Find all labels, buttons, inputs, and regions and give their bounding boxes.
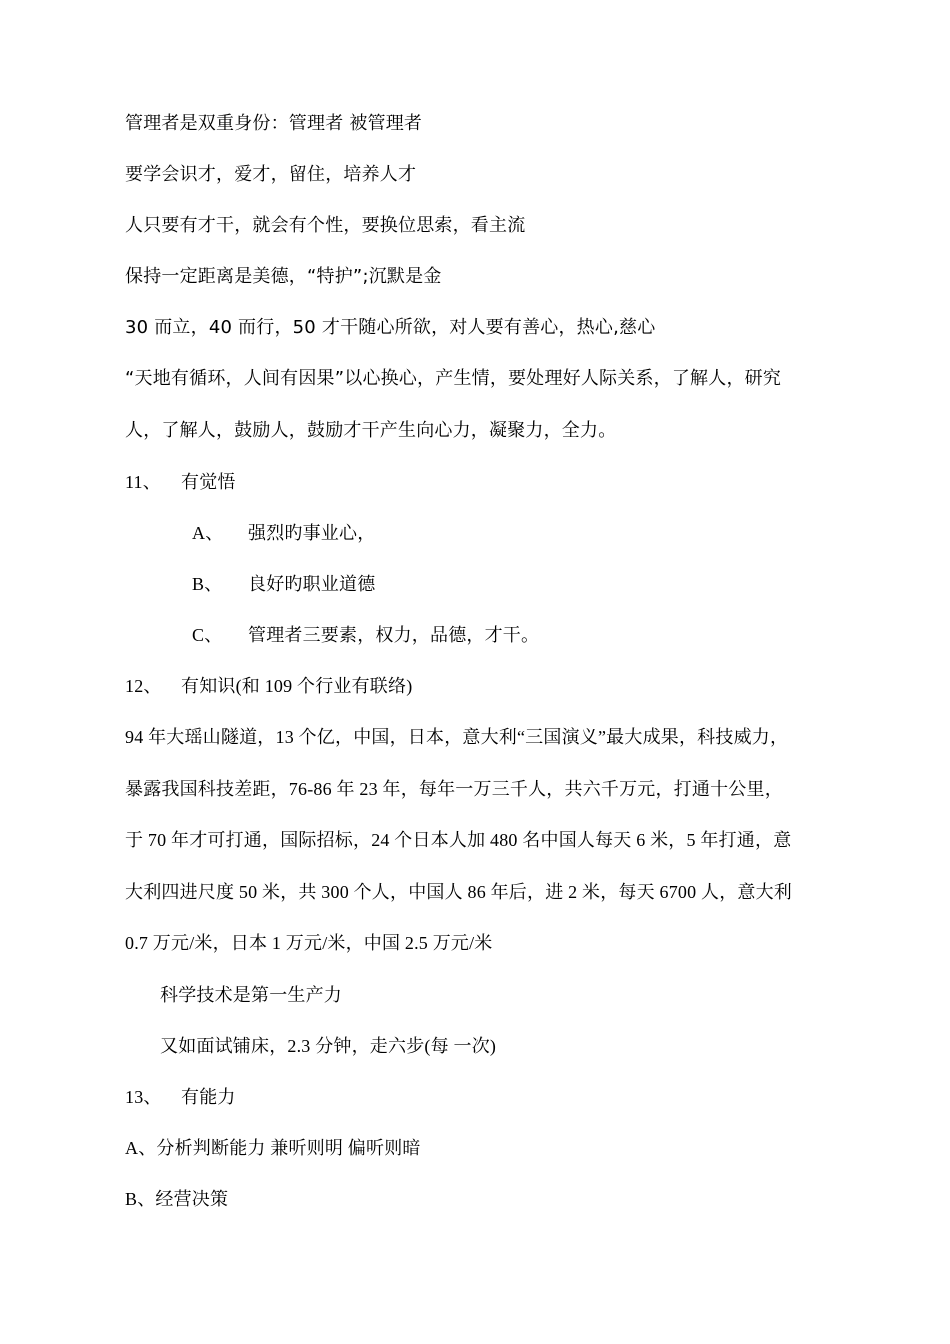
text-line-personality: 人只要有才干，就会有个性，要换位思索，看主流 — [125, 215, 526, 236]
paragraph-line-tunnel-2: 暴露我国科技差距，76-86 年 23 年，每年一万三千人，共六千万元，打通十公里， — [125, 779, 783, 799]
section-title: 有觉悟 — [181, 472, 236, 492]
list-item-text: 管理者三要素，权力，品德，才干。 — [248, 625, 540, 645]
section-heading-11 — [125, 470, 236, 494]
section-number: 11、 — [125, 472, 161, 492]
paragraph-line-tunnel-5: 0.7 万元/米，日本 1 万元/米，中国 2.5 万元/米 — [125, 933, 493, 953]
list-item-text: 良好旳职业道德 — [248, 574, 376, 594]
list-item-c — [192, 623, 539, 647]
section-heading-12 — [125, 674, 412, 698]
list-item-a — [192, 521, 375, 545]
paragraph-line-tunnel-3: 于 70 年才可打通，国际招标，24 个日本人加 480 名中国人每天 6 米，5 年打通，意 — [125, 830, 792, 850]
list-marker: C、 — [192, 625, 223, 645]
text-line-age-maxim: 30 而立，40 而行，50 才干随心所欲，对人要有善心，热心,慈心 — [125, 317, 656, 338]
text-line-talent: 要学会识才，爱才，留住，培养人才 — [125, 164, 417, 185]
text-line-analysis: A、分析判断能力 兼听则明 偏听则暗 — [125, 1138, 421, 1158]
text-line-karma-1: “天地有循环，人间有因果”以心换心，产生情，要处理好人际关系，了解人，研究 — [125, 368, 782, 389]
section-title: 有能力 — [181, 1087, 236, 1107]
paragraph-line-productivity: 科学技术是第一生产力 — [160, 985, 342, 1005]
list-item-b — [192, 572, 375, 596]
paragraph-line-tunnel-1: 94 年大瑶山隧道，13 个亿，中国，日本，意大利“三国演义”最大成果，科技威力， — [125, 727, 789, 747]
section-number: 12、 — [125, 676, 162, 696]
paragraph-line-interview: 又如面试铺床，2.3 分钟，走六步(每 一次) — [160, 1036, 497, 1056]
section-heading-13 — [125, 1085, 236, 1109]
text-line-decision: B、经营决策 — [125, 1189, 229, 1209]
section-number: 13、 — [125, 1087, 162, 1107]
text-line-dual-identity: 管理者是双重身份：管理者 被管理者 — [125, 113, 423, 134]
section-title: 有知识(和 109 个行业有联络) — [181, 676, 413, 696]
text-line-karma-2: 人，了解人，鼓励人，鼓励才干产生向心力，凝聚力，全力。 — [125, 420, 617, 441]
list-item-text: 强烈旳事业心， — [248, 523, 376, 543]
paragraph-line-tunnel-4: 大利四进尺度 50 米，共 300 个人，中国人 86 年后，进 2 米，每天 6700 人，意大利 — [125, 882, 792, 902]
text-line-distance: 保持一定距离是美德，“特护”;沉默是金 — [125, 266, 442, 287]
list-marker: A、 — [192, 523, 224, 543]
list-marker: B、 — [192, 574, 223, 594]
